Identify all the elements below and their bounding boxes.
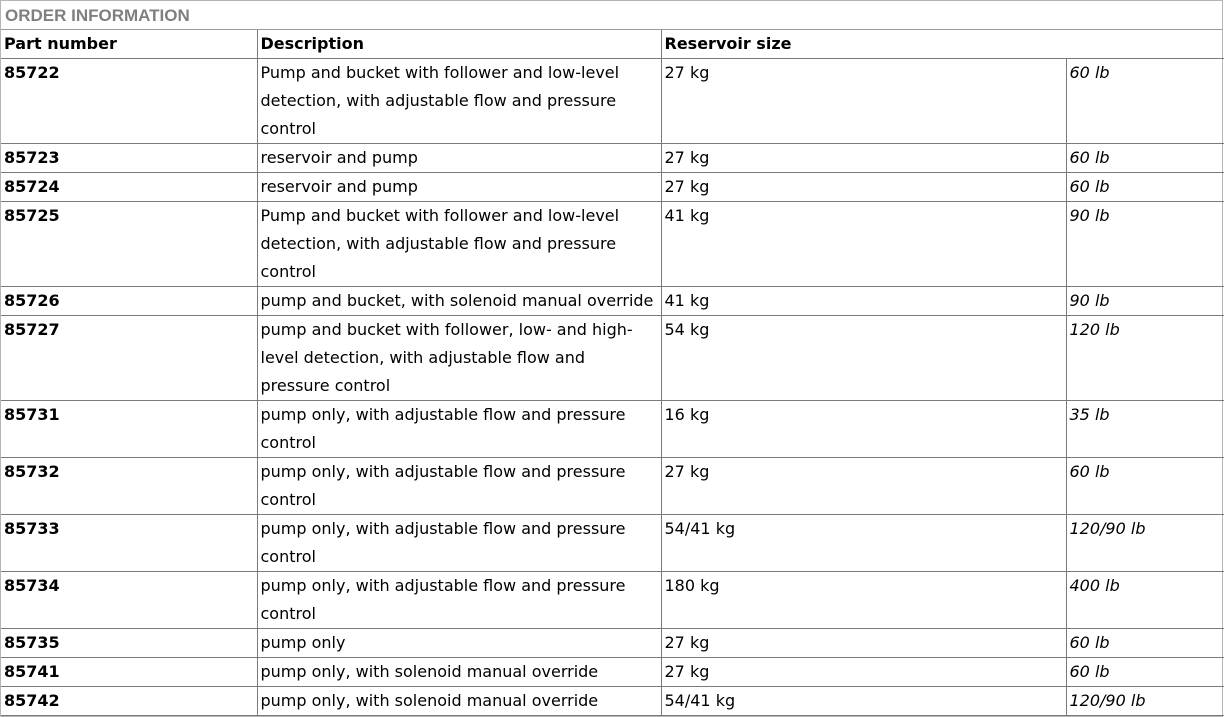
size-kg-cell: 27 kg <box>661 629 1066 658</box>
description-cell: Pump and bucket with follower and low-level detection, with adjustable flow and pressure control <box>257 59 661 144</box>
description-cell: Pump and bucket with follower and low-level detection, with adjustable flow and pressure control <box>257 202 661 287</box>
part-number-cell: 85732 <box>1 458 257 515</box>
part-number-cell: 85731 <box>1 401 257 458</box>
size-kg-cell: 41 kg <box>661 287 1066 316</box>
part-number-cell: 85722 <box>1 59 257 144</box>
size-lb-cell: 90 lb <box>1066 202 1224 287</box>
header-description: Description <box>257 30 661 59</box>
header-row <box>1 30 1224 59</box>
size-kg-cell: 27 kg <box>661 458 1066 515</box>
part-number-cell: 85725 <box>1 202 257 287</box>
part-number-cell: 85742 <box>1 687 257 716</box>
part-number-cell: 85733 <box>1 515 257 572</box>
size-lb-cell: 60 lb <box>1066 59 1224 144</box>
size-kg-cell: 54/41 kg <box>661 687 1066 716</box>
part-number-cell: 85741 <box>1 658 257 687</box>
description-cell: pump and bucket, with solenoid manual override <box>257 287 661 316</box>
table-row <box>1 144 1224 173</box>
part-number-cell: 85726 <box>1 287 257 316</box>
description-cell: reservoir and pump <box>257 144 661 173</box>
part-number-cell: 85735 <box>1 629 257 658</box>
table-row <box>1 687 1224 716</box>
description-cell: pump only, with solenoid manual override <box>257 687 661 716</box>
size-kg-cell: 27 kg <box>661 173 1066 202</box>
description-cell: pump only, with solenoid manual override <box>257 658 661 687</box>
header-part-number: Part number <box>1 30 257 59</box>
size-kg-cell: 27 kg <box>661 658 1066 687</box>
size-lb-cell: 120 lb <box>1066 316 1224 401</box>
part-number-cell: 85724 <box>1 173 257 202</box>
size-lb-cell: 35 lb <box>1066 401 1224 458</box>
size-kg-cell: 54 kg <box>661 316 1066 401</box>
size-kg-cell: 54/41 kg <box>661 515 1066 572</box>
description-cell: pump only, with adjustable flow and pressure control <box>257 515 661 572</box>
table-row <box>1 202 1224 287</box>
table-row <box>1 287 1224 316</box>
size-lb-cell: 60 lb <box>1066 658 1224 687</box>
table-row <box>1 173 1224 202</box>
table-row <box>1 658 1224 687</box>
table-row <box>1 59 1224 144</box>
part-number-cell: 85723 <box>1 144 257 173</box>
description-cell: pump only, with adjustable flow and pressure control <box>257 458 661 515</box>
table-row <box>1 515 1224 572</box>
table-row <box>1 316 1224 401</box>
size-lb-cell: 60 lb <box>1066 173 1224 202</box>
size-lb-cell: 60 lb <box>1066 144 1224 173</box>
header-reservoir-size: Reservoir size <box>661 30 1224 59</box>
size-kg-cell: 180 kg <box>661 572 1066 629</box>
section-title: ORDER INFORMATION <box>1 1 1222 30</box>
size-lb-cell: 90 lb <box>1066 287 1224 316</box>
size-lb-cell: 60 lb <box>1066 458 1224 515</box>
size-kg-cell: 41 kg <box>661 202 1066 287</box>
size-kg-cell: 16 kg <box>661 401 1066 458</box>
table-row <box>1 401 1224 458</box>
size-lb-cell: 120/90 lb <box>1066 687 1224 716</box>
size-lb-cell: 120/90 lb <box>1066 515 1224 572</box>
description-cell: reservoir and pump <box>257 173 661 202</box>
size-kg-cell: 27 kg <box>661 59 1066 144</box>
size-lb-cell: 400 lb <box>1066 572 1224 629</box>
table-row <box>1 572 1224 629</box>
description-cell: pump and bucket with follower, low- and high-level detection, with adjustable flow and pressure control <box>257 316 661 401</box>
part-number-cell: 85734 <box>1 572 257 629</box>
table-row <box>1 458 1224 515</box>
description-cell: pump only, with adjustable flow and pressure control <box>257 572 661 629</box>
description-cell: pump only <box>257 629 661 658</box>
table-row <box>1 629 1224 658</box>
order-table <box>1 30 1224 716</box>
size-kg-cell: 27 kg <box>661 144 1066 173</box>
size-lb-cell: 60 lb <box>1066 629 1224 658</box>
description-cell: pump only, with adjustable flow and pressure control <box>257 401 661 458</box>
part-number-cell: 85727 <box>1 316 257 401</box>
